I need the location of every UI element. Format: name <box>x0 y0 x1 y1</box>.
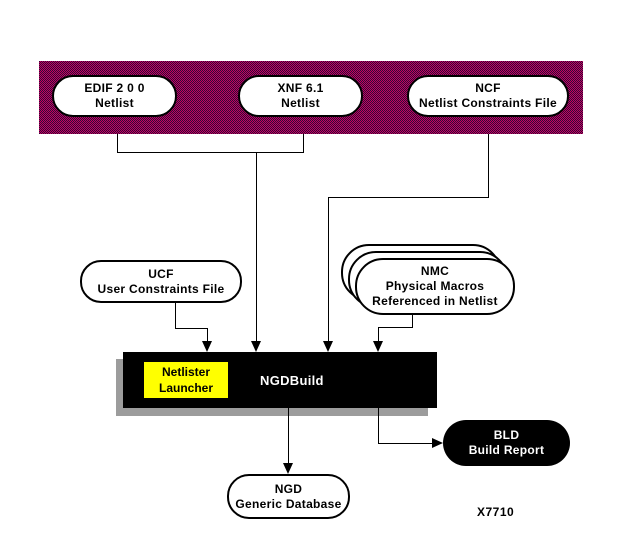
ngd-line2: Generic Database <box>235 496 342 511</box>
connector-line-ncf-across <box>328 197 489 198</box>
connector-line-nmc-to-ngdbuild <box>378 327 379 342</box>
figure-id-label: X7710 <box>477 505 515 519</box>
nmc-line2: Physical Macros <box>385 279 485 293</box>
arrowhead-netlist-icon <box>251 341 261 352</box>
connector-line-ucf-down <box>175 303 176 329</box>
connector-line-ngdbuild-to-ngd <box>288 408 289 463</box>
connector-line-xnf-stub <box>303 134 304 153</box>
edif-netlist-node <box>52 75 177 117</box>
bld-line1: BLD <box>493 428 520 442</box>
ncf-line1: NCF <box>475 81 501 95</box>
xnf-netlist-node <box>238 75 363 117</box>
ncf-constraints-node <box>407 75 569 117</box>
nmc-line1: NMC <box>420 264 450 278</box>
connector-line-nmc-across <box>378 327 413 328</box>
connector-line-ncf-to-ngdbuild <box>328 197 329 342</box>
netlister-launcher-box <box>144 362 228 398</box>
netlister-launcher-line1: Netlister <box>161 365 211 379</box>
ucf-line1: UCF <box>148 266 174 281</box>
xnf-netlist-line2: Netlist <box>281 96 320 110</box>
netlister-launcher-line2: Launcher <box>158 381 213 395</box>
connector-line-to-bld <box>378 443 432 444</box>
arrowhead-ngd-icon <box>283 463 293 474</box>
ucf-line2: User Constraints File <box>97 281 225 296</box>
connector-line-ucf-across <box>175 328 208 329</box>
ngd-database-node <box>227 474 350 519</box>
connector-line-ucf-to-ngdbuild <box>207 328 208 342</box>
bld-line2: Build Report <box>468 443 545 457</box>
ngd-line1: NGD <box>274 481 303 496</box>
connector-line-netlist-to-ngdbuild <box>256 152 257 342</box>
connector-line-ncf-down <box>488 134 489 198</box>
nmc-line3: Referenced in Netlist <box>372 294 498 308</box>
arrowhead-ucf-icon <box>202 341 212 352</box>
connector-line-ngdbuild-down <box>378 408 379 444</box>
connector-line-edif-stub <box>117 134 118 153</box>
ngdbuild-label: NGDBuild <box>260 372 324 388</box>
arrowhead-ncf-icon <box>323 341 333 352</box>
ncf-line2: Netlist Constraints File <box>419 96 557 110</box>
arrowhead-nmc-icon <box>373 341 383 352</box>
bld-report-node <box>443 420 570 466</box>
ucf-constraints-node <box>80 260 242 303</box>
edif-netlist-line1: EDIF 2 0 0 <box>84 81 145 95</box>
nmc-macros-node <box>355 258 515 315</box>
connector-line-netlist-join <box>117 152 304 153</box>
xnf-netlist-line1: XNF 6.1 <box>277 81 324 95</box>
edif-netlist-line2: Netlist <box>95 96 134 110</box>
arrowhead-bld-icon <box>432 438 443 448</box>
